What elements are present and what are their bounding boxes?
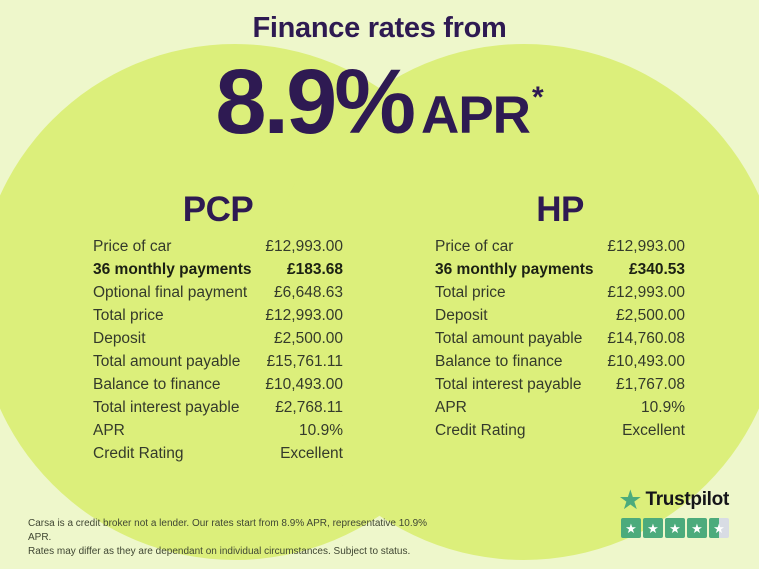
row-label: Total amount payable [93, 352, 241, 370]
table-row [435, 327, 685, 350]
row-value: £2,500.00 [274, 329, 343, 347]
disclaimer-line-1: Carsa is a credit broker not a lender. Our rates start from 8.9% APR, representative 10.9% APR. [28, 518, 428, 543]
pcp-table-rows [93, 235, 343, 465]
table-row [435, 419, 685, 442]
row-value: £12,993.00 [265, 306, 343, 324]
row-value: £12,993.00 [607, 237, 685, 255]
table-row [435, 235, 685, 258]
headline-rate [0, 51, 759, 153]
row-label: Deposit [435, 306, 488, 324]
row-label: Total amount payable [435, 329, 583, 347]
star-glyph: ★ [713, 520, 725, 536]
table-row [93, 419, 343, 442]
trustpilot-widget [618, 487, 729, 538]
star-glyph: ★ [647, 520, 659, 536]
row-label: Total interest payable [435, 375, 582, 393]
row-value: £12,993.00 [265, 237, 343, 255]
table-row [93, 281, 343, 304]
row-value: Excellent [280, 444, 343, 462]
pcp-table-title: PCP [182, 190, 254, 229]
table-row [93, 350, 343, 373]
row-value: £1,767.08 [616, 375, 685, 393]
row-label: 36 monthly payments [93, 260, 252, 278]
rate-value: 8.9% [215, 51, 414, 153]
trustpilot-star-icon: ★ [618, 485, 643, 515]
banner-title: Finance rates from [252, 12, 507, 44]
table-row [435, 350, 685, 373]
star-glyph: ★ [625, 520, 637, 536]
legal-disclaimer [28, 517, 428, 559]
row-value: 10.9% [299, 421, 343, 439]
row-label: APR [435, 398, 467, 416]
table-row [93, 373, 343, 396]
star-glyph: ★ [691, 520, 703, 536]
row-value: £2,768.11 [275, 398, 343, 416]
table-row [93, 258, 343, 281]
hp-finance-table [435, 192, 685, 442]
rating-star-icon [687, 518, 707, 538]
row-value: £10,493.00 [265, 375, 343, 393]
rating-star-icon [665, 518, 685, 538]
row-label: Credit Rating [93, 444, 184, 462]
row-value: £340.53 [628, 260, 685, 278]
table-row [435, 304, 685, 327]
row-label: 36 monthly payments [435, 260, 594, 278]
row-label: Total price [435, 283, 506, 301]
row-label: Optional final payment [93, 283, 248, 301]
trustpilot-rating-stars [621, 518, 729, 538]
row-value: £2,500.00 [616, 306, 685, 324]
trustpilot-logo [618, 487, 729, 513]
table-row [435, 281, 685, 304]
star-glyph: ★ [669, 520, 681, 536]
row-label: Total price [93, 306, 164, 324]
rating-star-icon [621, 518, 641, 538]
row-label: Credit Rating [435, 421, 526, 439]
trustpilot-brand-name: Trustpilot [645, 489, 729, 510]
table-row [435, 396, 685, 419]
row-label: Deposit [93, 329, 146, 347]
table-row [93, 304, 343, 327]
row-value: £6,648.63 [274, 283, 343, 301]
table-row [93, 396, 343, 419]
pcp-finance-table [93, 192, 343, 465]
row-label: Balance to finance [93, 375, 221, 393]
rating-star-icon [709, 518, 729, 538]
row-label: Price of car [435, 237, 514, 255]
row-value: £183.68 [286, 260, 343, 278]
hp-table-rows [435, 235, 685, 442]
table-row [435, 258, 685, 281]
row-label: Balance to finance [435, 352, 563, 370]
rating-star-icon [643, 518, 663, 538]
table-row [435, 373, 685, 396]
asterisk-note: * [531, 81, 544, 114]
row-value: £10,493.00 [607, 352, 685, 370]
table-row [93, 235, 343, 258]
row-label: Total interest payable [93, 398, 240, 416]
row-value: 10.9% [641, 398, 685, 416]
row-value: Excellent [622, 421, 685, 439]
hp-table-title: HP [536, 190, 584, 229]
row-label: Price of car [93, 237, 172, 255]
row-label: APR [93, 421, 125, 439]
table-row [93, 327, 343, 350]
row-value: £15,761.11 [266, 352, 343, 370]
table-row [93, 442, 343, 465]
disclaimer-line-2: Rates may differ as they are dependant on individual circumstances. Subject to status. [28, 546, 411, 557]
row-value: £12,993.00 [607, 283, 685, 301]
row-value: £14,760.08 [607, 329, 685, 347]
rate-unit: APR [421, 86, 530, 145]
